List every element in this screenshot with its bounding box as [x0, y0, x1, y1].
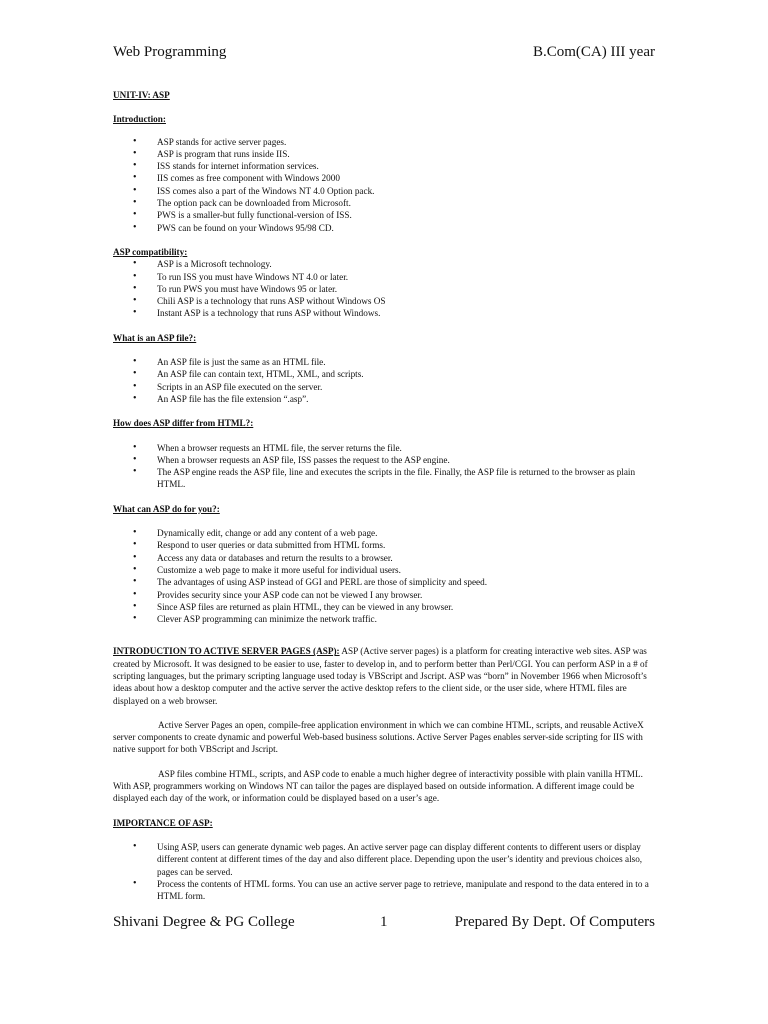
- list-item: • An ASP file has the file extension “.asp”.: [157, 393, 655, 405]
- list-item: • ISS comes also a part of the Windows NT 4.0 Option pack.: [157, 185, 655, 197]
- list-item: • ASP stands for active server pages.: [157, 136, 655, 148]
- list-item: • To run PWS you must have Windows 95 or later.: [157, 283, 655, 295]
- list-item: • ASP is a Microsoft technology.: [157, 258, 655, 270]
- list-item: • Instant ASP is a technology that runs ASP without Windows.: [157, 307, 655, 319]
- list-item: • When a browser requests an HTML file, the server returns the file.: [157, 442, 655, 454]
- list-item: • Provides security since your ASP code can not be viewed I any browser.: [157, 589, 655, 601]
- intro-paragraph-1: [113, 645, 655, 706]
- list-item: • Customize a web page to make it more useful for individual users.: [157, 564, 655, 576]
- introduction-list: [113, 136, 655, 234]
- importance-list: [113, 841, 655, 902]
- page-header: [113, 44, 655, 61]
- intro-paragraph-3: ASP files combine HTML, scripts, and ASP code to enable a much higher degree of interactivity possible with plain vanilla HTML. With ASP, programmers working on Windows NT can tailor the pages are displayed based on outside information. A different image could be displayed each day of the work, or information could be displayed based on a user’s age.: [113, 768, 643, 804]
- differ-list: [113, 442, 655, 491]
- list-item: • Scripts in an ASP file executed on the server.: [157, 381, 655, 393]
- unit-topic: ASP: [152, 90, 170, 100]
- list-item: • ASP is program that runs inside IIS.: [157, 148, 655, 160]
- list-item: • To run ISS you must have Windows NT 4.0 or later.: [157, 271, 655, 283]
- list-item: • PWS is a smaller-but fully functional-version of ISS.: [157, 209, 655, 221]
- intro-paragraph-2: Active Server Pages an open, compile-free application environment in which we can combine HTML, scripts, and reusable ActiveX server components to create dynamic and powerful Web-based business solutions. Active Server Pages enables server-side scripting for IIS with native support for both VBScript and Jscript.: [113, 719, 644, 755]
- unit-label: UNIT-IV: [113, 90, 148, 100]
- section-title-intro-active: INTRODUCTION TO ACTIVE SERVER PAGES (ASP):: [113, 646, 340, 657]
- intro-text-1: ASP (Active server pages) is a platform for creating interactive web sites. ASP was created by Microsoft. It was designed to be easier to use, faster to develop in, and to perform better than Perl/CGI. You can perform ASP in a # of scripting languages, but the primary scripting language used today is VBScript and Jscript. ASP was “born” in November 1966 when Microsoft’s ideas about how a desktop computer and the active server the active desktop refers to the client side, or the user side, where HTML files are displayed on a web browser.: [113, 646, 648, 706]
- file-list: [113, 356, 655, 405]
- footer-left: Shivani Degree & PG College: [113, 914, 295, 930]
- list-item: • IIS comes as free component with Windows 2000: [157, 172, 655, 184]
- list-item: • Clever ASP programming can minimize the network traffic.: [157, 613, 655, 625]
- list-item: • The option pack can be downloaded from Microsoft.: [157, 197, 655, 209]
- list-item: • When a browser requests an ASP file, ISS passes the request to the ASP engine.: [157, 454, 655, 466]
- list-item: • The advantages of using ASP instead of GGI and PERL are those of simplicity and speed.: [157, 576, 655, 588]
- header-left: Web Programming: [113, 44, 227, 60]
- page-footer: [113, 914, 655, 931]
- unit-heading: [113, 89, 655, 101]
- section-title-file: What is an ASP file?:: [113, 332, 197, 343]
- section-title-cando: What can ASP do for you?:: [113, 503, 220, 514]
- cando-list: [113, 527, 655, 625]
- page-number: 1: [380, 914, 388, 930]
- list-item: • An ASP file is just the same as an HTML file.: [157, 356, 655, 368]
- section-title-importance: IMPORTANCE OF ASP:: [113, 817, 213, 828]
- list-item: • Using ASP, users can generate dynamic web pages. An active server page can display different contents to different users or display different content at different times of the day and also different place. Depending upon the user’s identity and previous choices also, pages can be served.: [157, 841, 655, 878]
- list-item: • PWS can be found on your Windows 95/98 CD.: [157, 222, 655, 234]
- list-item: • Process the contents of HTML forms. You can use an active server page to retrieve, manipulate and respond to the data entered in to a HTML form.: [157, 878, 655, 903]
- list-item: • Chili ASP is a technology that runs ASP without Windows OS: [157, 295, 655, 307]
- list-item: • An ASP file can contain text, HTML, XML, and scripts.: [157, 368, 655, 380]
- section-title-differ: How does ASP differ from HTML?:: [113, 418, 254, 429]
- list-item: • Since ASP files are returned as plain HTML, they can be viewed in any browser.: [157, 601, 655, 613]
- list-item: • Access any data or databases and return the results to a browser.: [157, 552, 655, 564]
- document-body: [113, 89, 655, 902]
- list-item: • The ASP engine reads the ASP file, line and executes the scripts in the file. Finally, the ASP file is returned to the browser as plain HTML.: [157, 466, 655, 491]
- list-item: • Dynamically edit, change or add any content of a web page.: [157, 527, 655, 539]
- header-right: B.Com(CA) III year: [532, 44, 655, 60]
- section-title-introduction: Introduction:: [113, 114, 166, 125]
- section-title-compat: ASP compatibility:: [113, 246, 188, 257]
- list-item: • ISS stands for internet information services.: [157, 160, 655, 172]
- unit-sep: :: [147, 90, 153, 100]
- footer-right: Prepared By Dept. Of Computers: [454, 914, 655, 930]
- compat-list: [113, 258, 655, 319]
- list-item: • Respond to user queries or data submitted from HTML forms.: [157, 539, 655, 551]
